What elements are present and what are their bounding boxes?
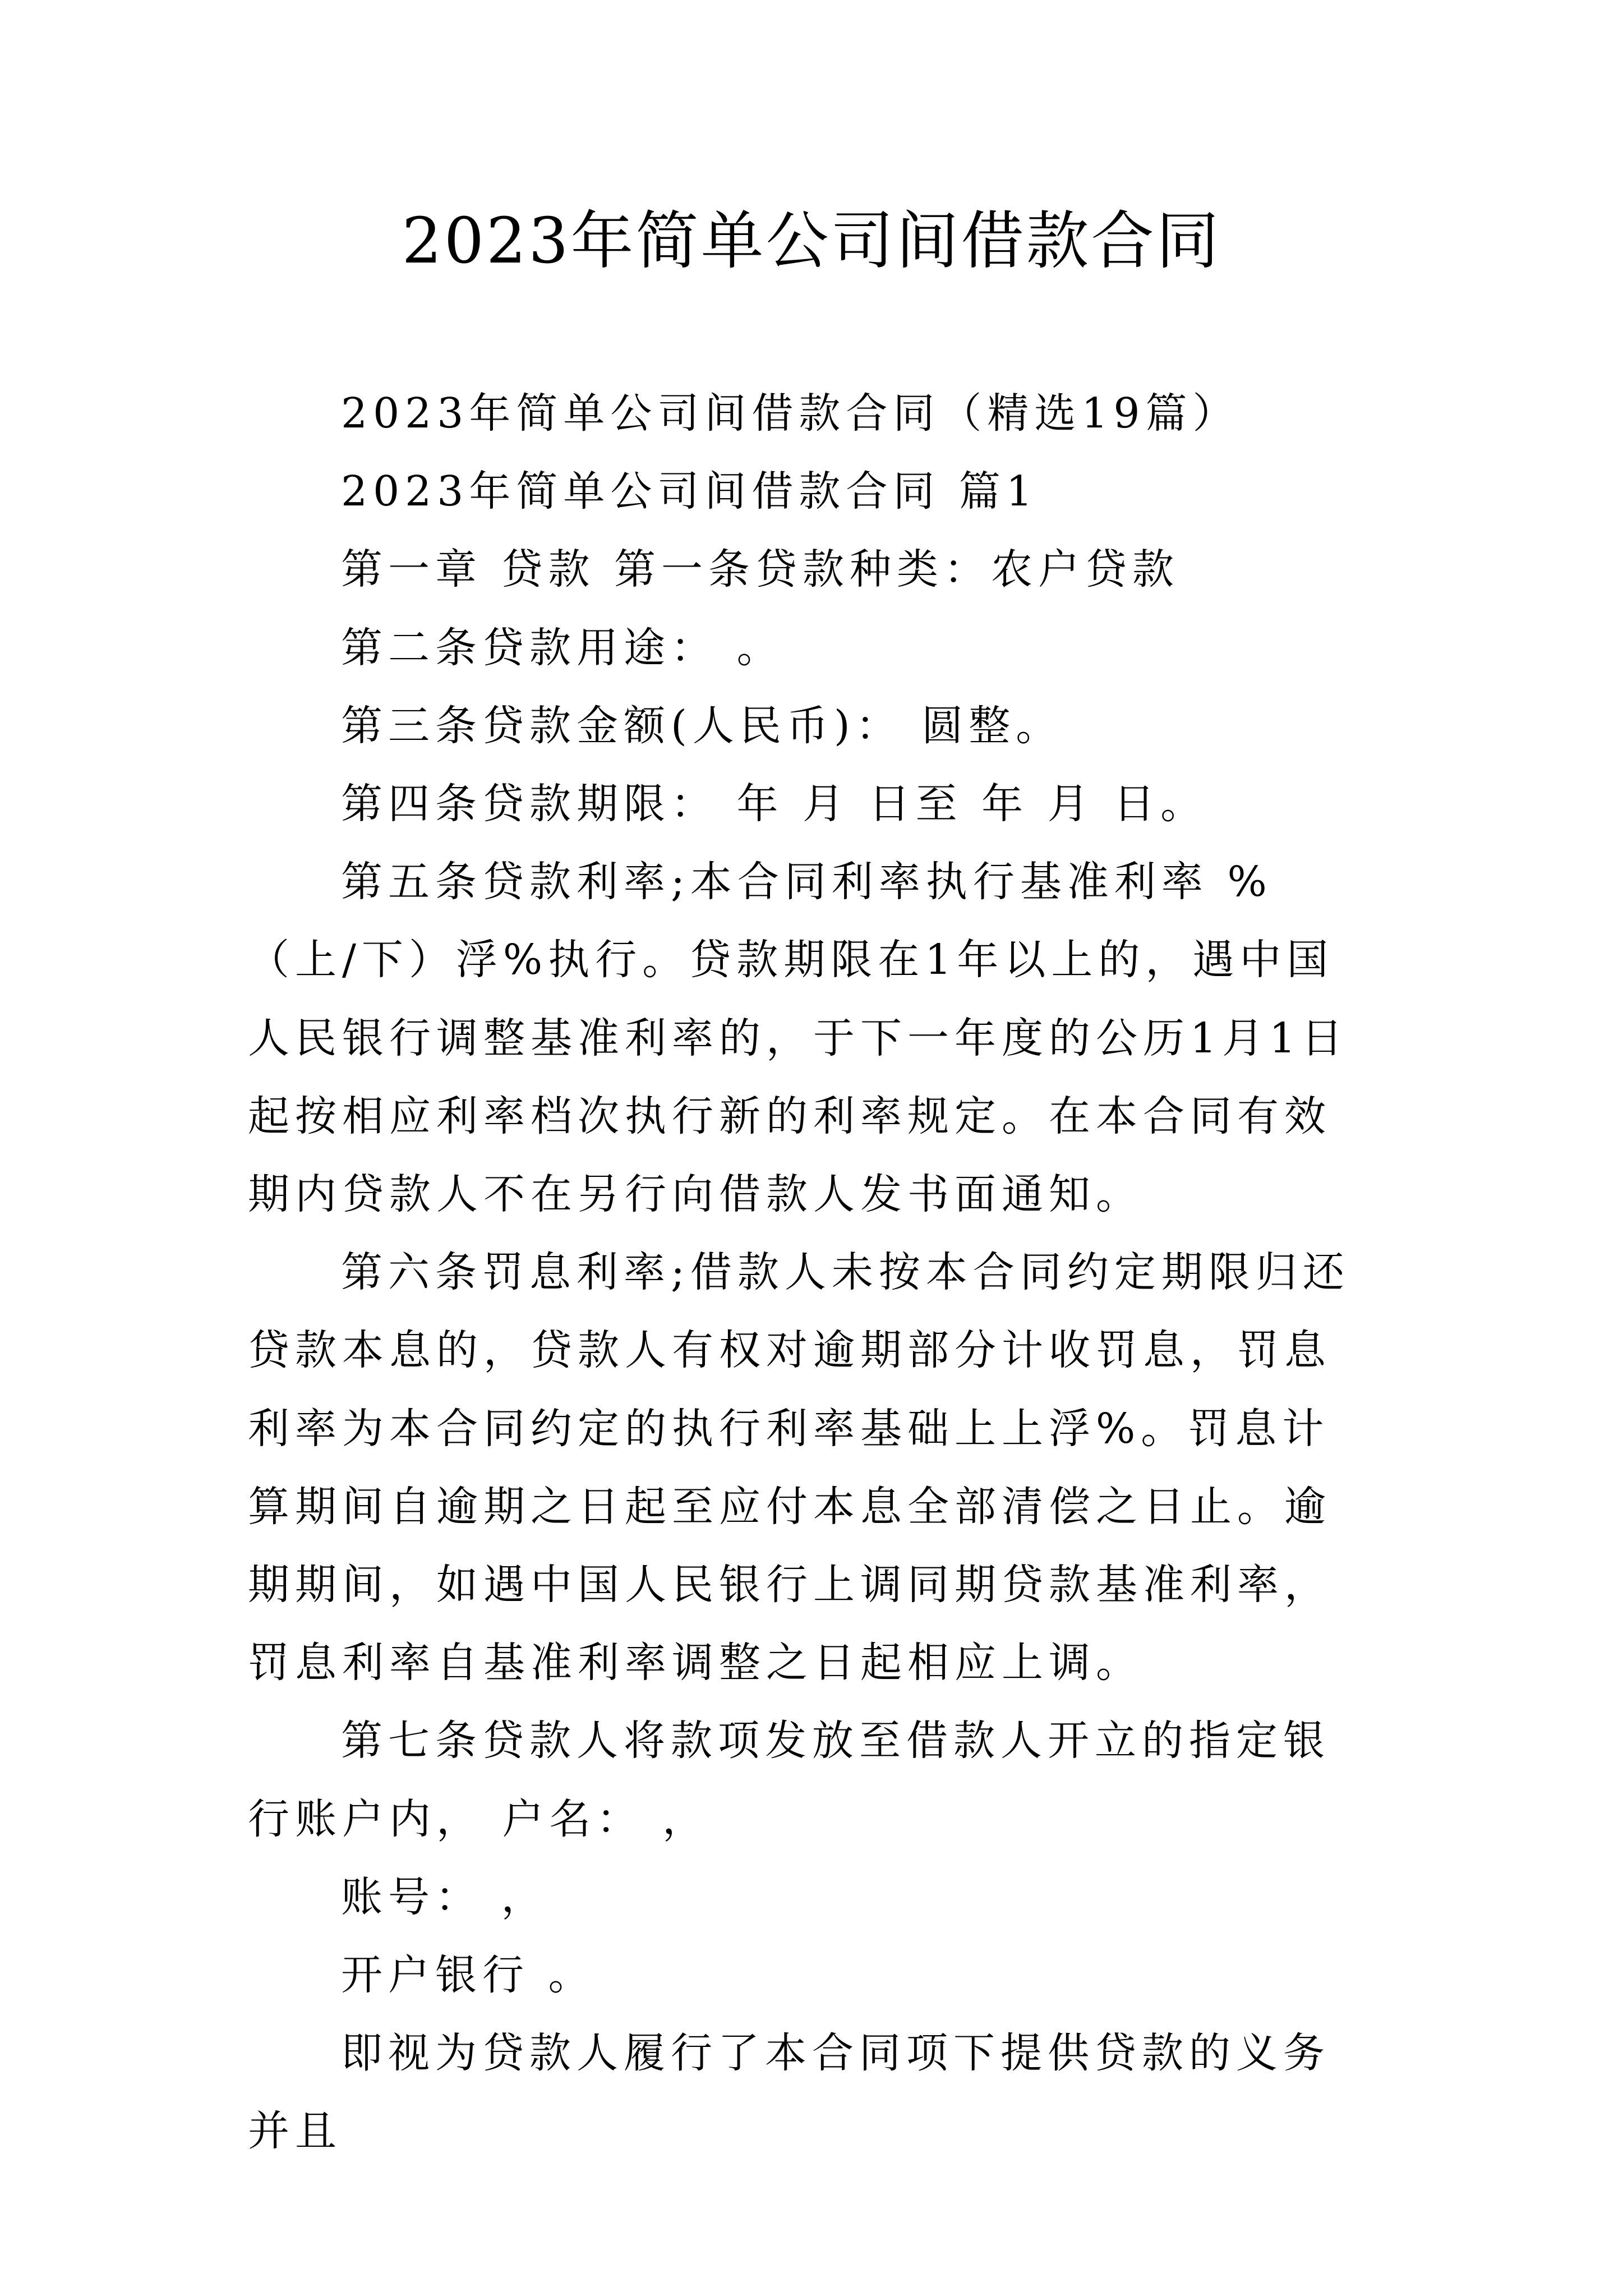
paragraph-opening-bank: 开户银行 。 [341, 1951, 596, 2000]
paragraph-account-number: 账号： ， [341, 1872, 548, 1921]
paragraph-article-4: 第四条贷款期限： 年 月 日至 年 月 日。 [341, 780, 1208, 829]
document-title: 2023年简单公司间借款合同 [402, 205, 1221, 278]
paragraph-article-6: 第六条罚息利率;借款人未按本合同约定期限归还贷款本息的，贷款人有权对逾期部分计收罚息，罚息利率为本合同约定的执行利率基础上上浮%。罚息计算期间自逾期之日起至应付本息全部清偿之日止。逾期期间，如遇中国人民银行上调同期贷款基准利率，罚息利率自基准利率调整之日起相应上调。 [248, 1248, 1350, 1687]
document-body [248, 375, 1375, 2171]
paragraph-article-5: 第五条贷款利率;本合同利率执行基准利率 %（上/下）浮%执行。贷款期限在1年以上的，遇中国人民银行调整基准利率的，于下一年度的公历1月1日起按相应利率档次执行新的利率规定。在本合同有效期内贷款人不在另行向借款人发书面通知。 [248, 858, 1349, 1219]
paragraph-article-2: 第二条贷款用途： 。 [341, 623, 784, 672]
paragraph-article-1: 第一章 贷款 第一条贷款种类：农户贷款 [341, 545, 1180, 594]
paragraph-subtitle: 2023年简单公司间借款合同（精选19篇） [341, 389, 1240, 438]
paragraph-article-7: 第七条贷款人将款项发放至借款人开立的指定银行账户内， 户名： ， [248, 1717, 1330, 1843]
paragraph-section-heading: 2023年简单公司间借款合同 篇1 [341, 467, 1038, 516]
paragraph-continuation: 即视为贷款人履行了本合同项下提供贷款的义务并且 [248, 2029, 1330, 2156]
paragraph-article-3: 第三条贷款金额(人民币)： 圆整。 [341, 701, 1063, 750]
